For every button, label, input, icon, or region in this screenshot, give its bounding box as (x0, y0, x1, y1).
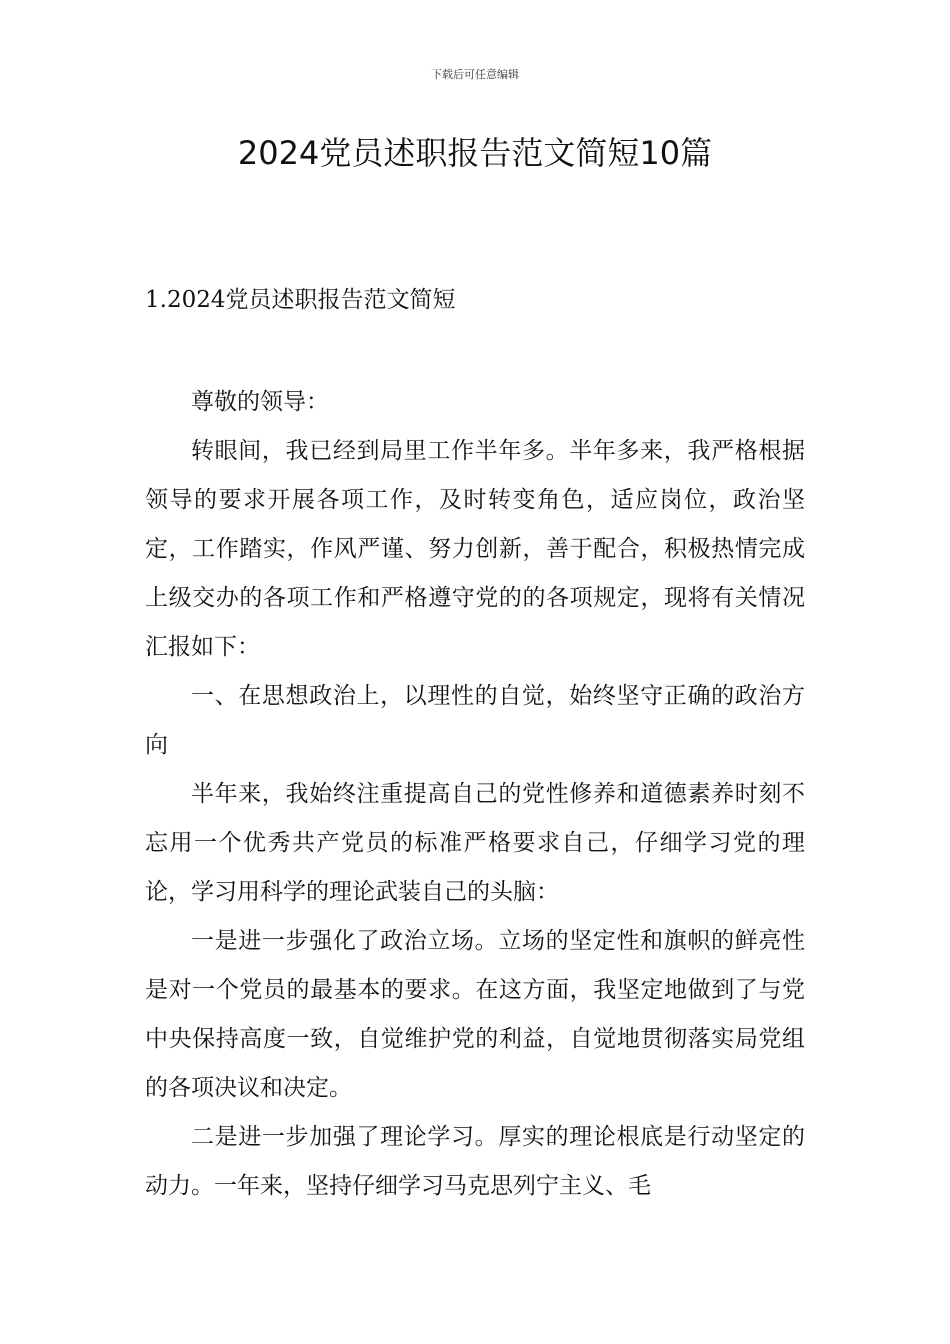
section-heading: 1.2024党员述职报告范文简短 (145, 287, 456, 313)
paragraph: 二是进一步加强了理论学习。厚实的理论根底是行动坚定的动力。一年来，坚持仔细学习马克思列宁主义、毛 (145, 1124, 805, 1199)
document-body (145, 282, 805, 1211)
paragraph: 一是进一步强化了政治立场。立场的坚定性和旗帜的鲜亮性是对一个党员的最基本的要求。在这方面，我坚定地做到了与党中央保持高度一致，自觉维护党的利益，自觉地贯彻落实局党组的各项决议和决定。 (145, 928, 805, 1101)
document-title: 2024党员述职报告范文简短10篇 (237, 134, 713, 172)
header-note: 下载后可任意编辑 (431, 68, 519, 81)
paragraph: 半年来，我始终注重提高自己的党性修养和道德素养时刻不忘用一个优秀共产党员的标准严格要求自己，仔细学习党的理论，学习用科学的理论武装自己的头脑： (145, 781, 805, 905)
paragraph: 转眼间，我已经到局里工作半年多。半年多来，我严格根据领导的要求开展各项工作，及时转变角色，适应岗位，政治坚定，工作踏实，作风严谨、努力创新，善于配合，积极热情完成上级交办的各项工作和严格遵守党的的各项规定，现将有关情况汇报如下： (145, 438, 805, 660)
paragraph: 一、在思想政治上，以理性的自觉，始终坚守正确的政治方向 (145, 683, 805, 758)
salutation: 尊敬的领导： (191, 389, 329, 415)
